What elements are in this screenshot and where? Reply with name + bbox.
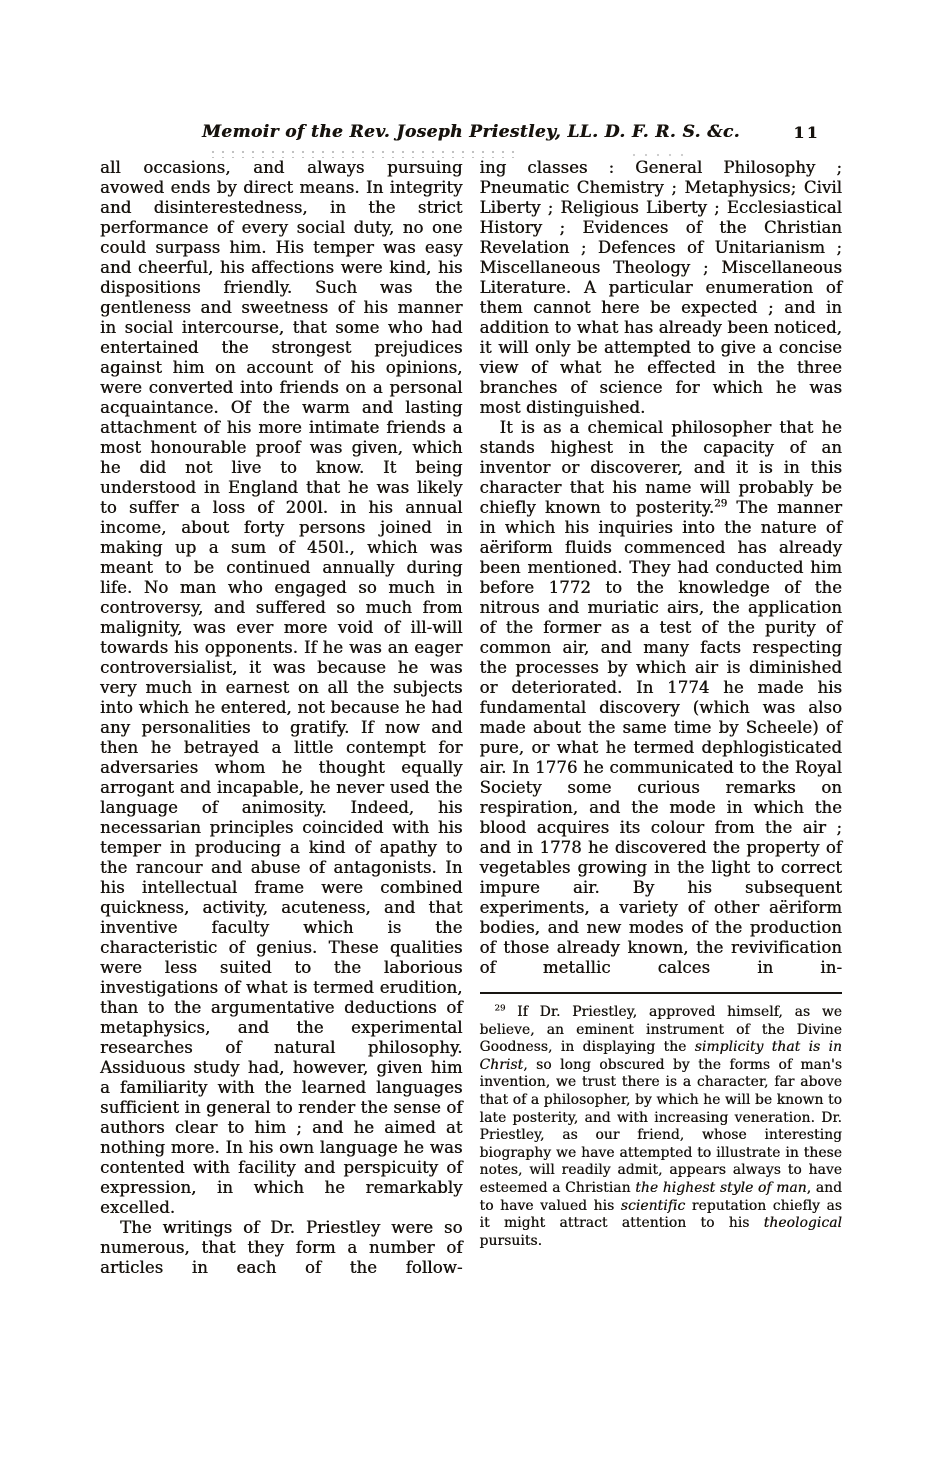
page-header bbox=[100, 122, 842, 142]
footnote-marker: 29 bbox=[494, 1003, 506, 1014]
footnote-text: If Dr. Priestley, approved himself, as we believe, an eminent instrument of the Divine Goodness, in displaying the simplicity that is in Christ, so long obscured by the forms of man's invention, we trust there is a character, far above that of a philosopher, by which he will be known to late posterity, and with increasing veneration. Dr. Priestley, as our friend, whose interesting biography we have attempted to illustrate in these notes, will readily admit, appears always to have esteemed a Christian the highest style of man, and to have valued his scientific reputation chiefly as it might attract attention to his theological pursuits. bbox=[479, 1004, 843, 1249]
left-column bbox=[100, 158, 463, 1278]
running-title: Memoir of the Rev. Joseph Priestley, LL. D. F. R. S. &c. bbox=[202, 122, 740, 142]
paragraph: all occasions, and always pursuing avowed ends by direct means. In integrity and disinterestedness, in the strict performance of every social duty, no one could surpass him. His temper was easy and cheerful, his affections were kind, his dispositions friendly. Such was the gentleness and sweetness of his manner in social intercourse, that some who had entertained the strongest prejudices against him on account of his opinions, were converted into friends on a personal acquaintance. Of the warm and lasting attachment of his more intimate friends a most honourable proof was given, which he did not live to know. It being understood in England that he was likely to suffer a loss of 200l. in his annual income, about forty persons joined in making up a sum of 450l., which was meant to be continued annually during life. No man who engaged so much in controversy, and suffered so much from malignity, was ever more void of ill-will towards his opponents. If he was an eager controversialist, it was because he was very much in earnest on all the subjects into which he entered, not because he had any personalities to gratify. If now and then he betrayed a little contempt for adversaries whom he thought equally arrogant and incapable, he never used the language of animosity. Indeed, his necessarian principles coincided with his temper in producing a kind of apathy to the rancour and abuse of antagonists. In his intellectual frame were combined quickness, activity, acuteness, and that inventive faculty which is the characteristic of genius. These qualities were less suited to the laborious investigations of what is termed erudition, than to the argumentative deductions of metaphysics, and the experimental researches of natural philosophy. Assiduous study had, however, given him a familiarity with the learned languages sufficient in general to render the sense of authors clear to him ; and he aimed at nothing more. In his own language he was contented with facility and perspicuity of expression, in which he remarkably excelled. bbox=[100, 158, 463, 1217]
right-column bbox=[480, 158, 843, 1278]
paragraph: It is as a chemical philosopher that he stands highest in the capacity of an inventor or discoverer, and it is in this character that his name will probably be chiefly known to posterity.$^{29}$ The manner in which his inquiries into the nature of aëriform fluids commenced has already been mentioned. They had conducted him before 1772 to the knowledge of the nitrous and muriatic airs, the application of the former as a test of the purity of common air, and many facts respecting the processes by which air is diminished or deteriorated. In 1774 he made his fundamental discovery (which was also made about the same time by Scheele) of pure, or what he termed dephlogisticated air. In 1776 he communicated to the Royal Society some curious remarks on respiration, and the mode in which the blood acquires its colour from the air ; and in 1778 he discovered the property of vegetables growing in the light to correct impure air. By his subsequent experiments, a variety of other aëriform bodies, and new modes of the production of those already known, the revivification of metallic calces in in- bbox=[479, 418, 842, 977]
text-columns bbox=[100, 158, 842, 1278]
footnote-divider bbox=[480, 992, 843, 994]
page-number: 11 bbox=[793, 123, 820, 142]
paragraph: ing classes : General Philosophy ; Pneumatic Chemistry ; Metaphysics; Civil Liberty ; Religious Liberty ; Ecclesiastical History ; Evidences of the Christian Revelation ; Defences of Unitarianism ; Miscellaneous Theology ; Miscellaneous Literature. A particular enumeration of them cannot here be expected ; and in addition to what has already been noticed, it will only be attempted to give a concise view of what he effected in the three branches of science for which he was most distinguished. bbox=[479, 158, 842, 417]
paragraph: The writings of Dr. Priestley were so numerous, that they form a number of articles in each of the follow- bbox=[100, 1218, 463, 1277]
scan-speckles bbox=[208, 149, 518, 158]
footnote bbox=[480, 1004, 843, 1250]
